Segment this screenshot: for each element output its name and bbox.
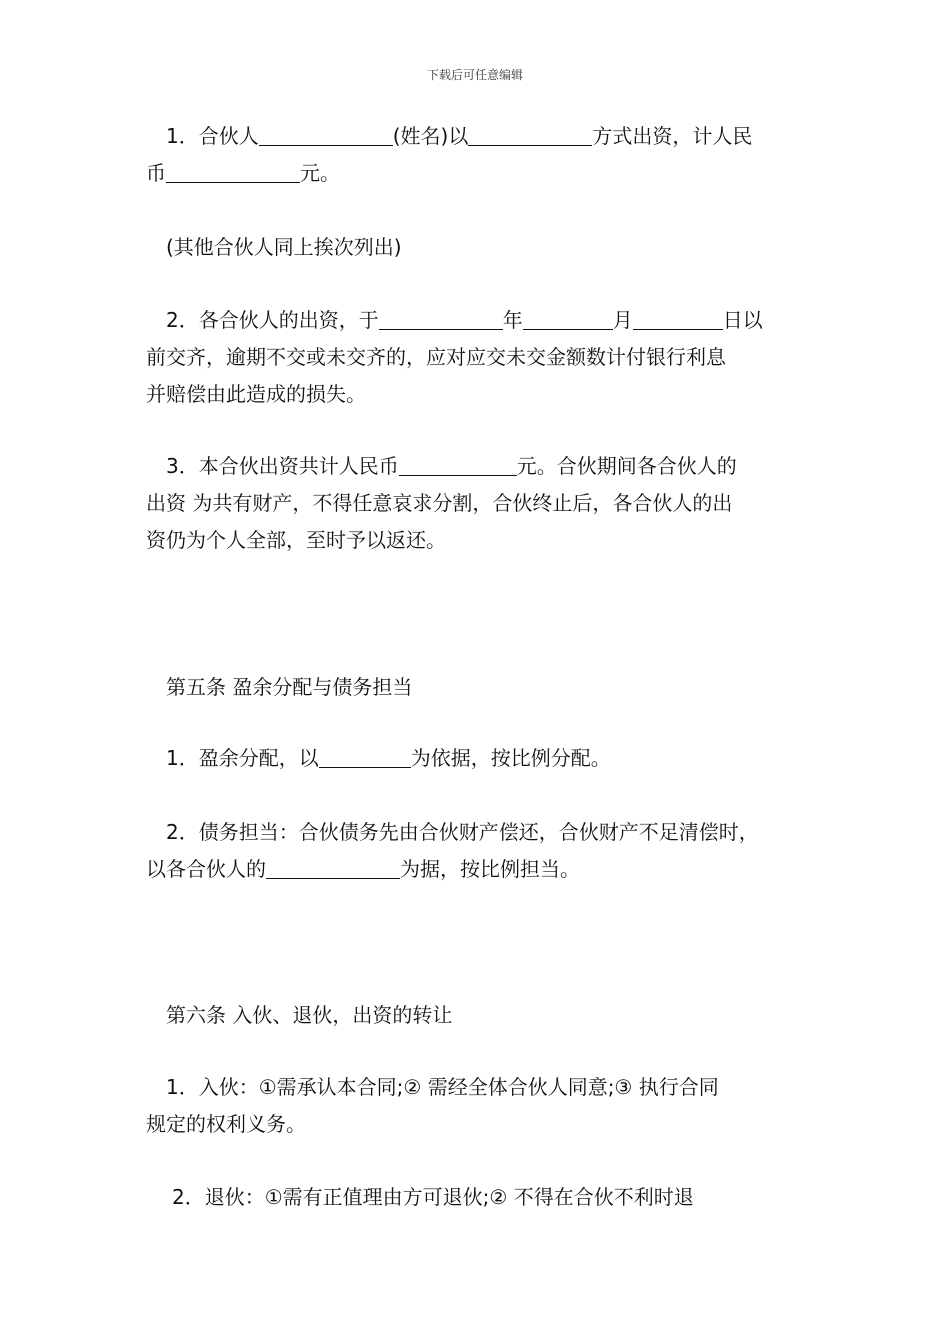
art5-item2-text-b: 以各合伙人的 xyxy=(146,857,266,881)
art4-item3 xyxy=(146,448,826,559)
item-number: 2． xyxy=(166,820,199,844)
item3-text-c: 出资 为共有财产，不得任意哀求分割，合伙终止后，各合伙人的出 xyxy=(146,491,733,515)
art6-item1-text-a: 入伙：①需承认本合同;② 需经全体合伙人同意;③ 执行合同 xyxy=(198,1075,719,1099)
blank-day-field xyxy=(633,309,723,330)
item-number: 1． xyxy=(166,746,199,770)
blank-ratio-field xyxy=(266,858,400,879)
art5-item2-text-c: 为据，按比例担当。 xyxy=(400,857,580,881)
item1-text-b: (姓名)以 xyxy=(392,124,469,148)
blank-total-amount-field xyxy=(399,455,517,476)
item1-text-d: 币 xyxy=(146,161,166,185)
art4-others-note: (其他合伙人同上挨次列出) xyxy=(166,235,402,259)
art4-item1 xyxy=(146,118,826,192)
art5-item2 xyxy=(146,814,826,888)
blank-amount-field xyxy=(166,162,300,183)
blank-year-field xyxy=(379,309,503,330)
item-number: 3． xyxy=(166,454,199,478)
blank-month-field xyxy=(523,309,613,330)
item2-text-b: 年 xyxy=(502,308,523,332)
art5-title: 第五条 盈余分配与债务担当 xyxy=(166,675,413,699)
item-number: 1． xyxy=(166,124,199,148)
item3-text-b: 元。合伙期间各合伙人的 xyxy=(516,454,737,478)
art4-item2 xyxy=(146,302,826,413)
header-note: 下载后可任意编辑 xyxy=(426,68,523,82)
item2-text-c: 月 xyxy=(612,308,633,332)
item2-text-a: 各合伙人的出资，于 xyxy=(198,308,379,332)
item3-text-d: 资仍为个人全部，至时予以返还。 xyxy=(146,528,446,552)
item-number: 2． xyxy=(172,1185,205,1209)
art6-item2 xyxy=(146,1179,826,1216)
item1-text-e: 元。 xyxy=(300,161,340,185)
item-number: 2． xyxy=(166,308,199,332)
art6-item2-text-a: 退伙：①需有正值理由方可退伙;② 不得在合伙不利时退 xyxy=(204,1185,694,1209)
blank-name-field xyxy=(259,125,393,146)
art6-title: 第六条 入伙、退伙，出资的转让 xyxy=(166,1003,453,1027)
blank-method-field xyxy=(468,125,592,146)
item2-text-d: 日以 xyxy=(722,308,763,332)
art5-item2-text-a: 债务担当：合伙债务先由合伙财产偿还，合伙财产不足清偿时， xyxy=(198,820,759,844)
item2-text-f: 并赔偿由此造成的损失。 xyxy=(146,382,366,406)
art5-item1-text-b: 为依据，按比例分配。 xyxy=(410,746,611,770)
item-number: 1． xyxy=(166,1075,199,1099)
item1-text-c: 方式出资，计人民 xyxy=(592,124,753,148)
item3-text-a: 本合伙出资共计人民币 xyxy=(198,454,399,478)
art5-item1 xyxy=(146,740,826,777)
art5-item1-text-a: 盈余分配，以 xyxy=(198,746,319,770)
art6-item1 xyxy=(146,1069,826,1143)
item2-text-e: 前交齐，逾期不交或未交齐的，应对应交未交金额数计付银行利息 xyxy=(146,345,726,369)
item1-text-a: 合伙人 xyxy=(198,124,259,148)
blank-basis-field xyxy=(319,747,411,768)
art6-item1-text-b: 规定的权利义务。 xyxy=(146,1112,306,1136)
